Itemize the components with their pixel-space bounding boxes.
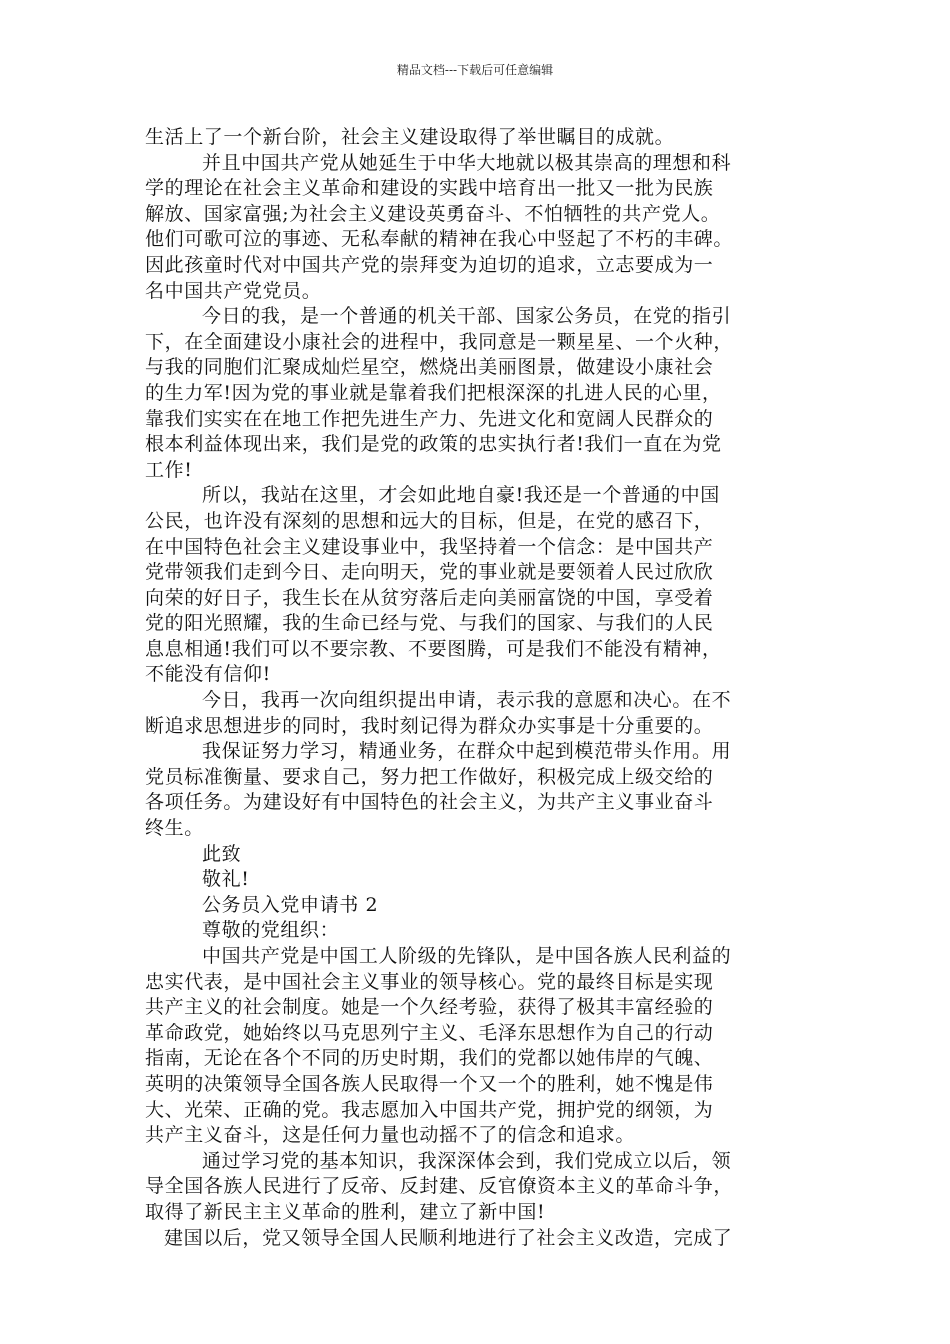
page-header: 精品文档---下载后可任意编辑	[396, 63, 554, 77]
text-line: 靠我们实实在在地工作把先进生产力、先进文化和宽阔人民群众的	[145, 407, 714, 430]
text-line: 共产主义的社会制度。她是一个久经考验，获得了极其丰富经验的	[145, 996, 714, 1019]
text-line: 所以，我站在这里，才会如此地自豪!我还是一个普通的中国	[202, 484, 720, 507]
text-line: 与我的同胞们汇聚成灿烂星空，燃烧出美丽图景，做建设小康社会	[145, 356, 714, 379]
text-line: 我保证努力学习，精通业务，在群众中起到模范带头作用。用	[202, 740, 732, 763]
text-line: 名中国共产党党员。	[145, 279, 322, 302]
text-line: 导全国各族人民进行了反帝、反封建、反官僚资本主义的革命斗争，	[145, 1175, 734, 1198]
text-line: 党的阳光照耀，我的生命已经与党、与我们的国家、与我们的人民	[145, 612, 714, 635]
text-line: 通过学习党的基本知识，我深深体会到，我们党成立以后，领	[202, 1149, 732, 1172]
text-line: 取得了新民主主义革命的胜利，建立了新中国!	[145, 1200, 546, 1223]
text-line: 建国以后，党又领导全国人民顺利地进行了社会主义改造，完成了	[164, 1226, 733, 1249]
text-line: 忠实代表，是中国社会主义事业的领导核心。党的最终目标是实现	[145, 970, 714, 993]
text-line: 终生。	[145, 817, 204, 840]
text-line: 的生力军!因为党的事业就是靠着我们把根深深的扎进人民的心里，	[145, 381, 722, 404]
text-line: 生活上了一个新台阶，社会主义建设取得了举世瞩目的成就。	[145, 126, 675, 148]
text-line: 不能没有信仰!	[145, 663, 271, 686]
text-line: 英明的决策领导全国各族人民取得一个又一个的胜利，她不愧是伟	[145, 1072, 714, 1095]
text-line: 共产主义奋斗，这是任何力量也动摇不了的信念和追求。	[145, 1124, 636, 1147]
text-line: 他们可歌可泣的事迹、无私奉献的精神在我心中竖起了不朽的丰碑。	[145, 228, 734, 251]
text-line: 中国共产党是中国工人阶级的先锋队，是中国各族人民利益的	[202, 945, 732, 967]
text-line: 党员标准衡量、要求自己，努力把工作做好，积极完成上级交给的	[145, 765, 714, 788]
text-line: 敬礼!	[202, 868, 250, 891]
text-line: 下，在全面建设小康社会的进程中，我同意是一颗星星、一个火种，	[145, 330, 734, 353]
text-line: 因此孩童时代对中国共产党的崇拜变为迫切的追求，立志要成为一	[145, 253, 714, 276]
text-line: 今日的我，是一个普通的机关干部、国家公务员，在党的指引	[202, 305, 732, 328]
text-line: 学的理论在社会主义革命和建设的实践中培育出一批又一批为民族	[145, 177, 714, 200]
text-line: 工作!	[145, 458, 193, 481]
text-line: 向荣的好日子，我生长在从贫穷落后走向美丽富饶的中国，享受着	[145, 586, 714, 609]
text-line: 息息相通!我们可以不要宗教、不要图腾，可是我们不能没有精神，	[145, 637, 722, 660]
text-line: 指南，无论在各个不同的历史时期，我们的党都以她伟岸的气魄、	[145, 1047, 714, 1070]
text-line: 并且中国共产党从她延生于中华大地就以极其崇高的理想和科	[202, 151, 732, 174]
text-line: 革命政党，她始终以马克思列宁主义、毛泽东思想作为自己的行动	[145, 1021, 714, 1044]
text-line: 今日，我再一次向组织提出申请，表示我的意愿和决心。在不	[202, 689, 732, 712]
text-line: 各项任务。为建设好有中国特色的社会主义，为共产主义事业奋斗	[145, 791, 714, 814]
text-line: 尊敬的党组织：	[202, 919, 340, 942]
text-line: 大、光荣、正确的党。我志愿加入中国共产党，拥护党的纲领，为	[145, 1098, 714, 1121]
text-line: 解放、国家富强;为社会主义建设英勇奋斗、不怕牺牲的共产党人。	[145, 202, 721, 225]
text-line: 公务员入党申请书 2	[202, 893, 379, 916]
text-line: 在中国特色社会主义建设事业中，我坚持着一个信念：是中国共产	[145, 535, 714, 558]
text-line: 党带领我们走到今日、走向明天，党的事业就是要领着人民过欣欣	[145, 561, 714, 584]
text-line: 断追求思想进步的同时，我时刻记得为群众办实事是十分重要的。	[145, 714, 714, 737]
text-line: 此致	[202, 842, 242, 865]
document-body	[145, 125, 810, 1251]
text-line: 公民，也许没有深刻的思想和远大的目标，但是，在党的感召下，	[145, 509, 714, 532]
text-line: 根本利益体现出来，我们是党的政策的忠实执行者!我们一直在为党	[145, 433, 722, 456]
